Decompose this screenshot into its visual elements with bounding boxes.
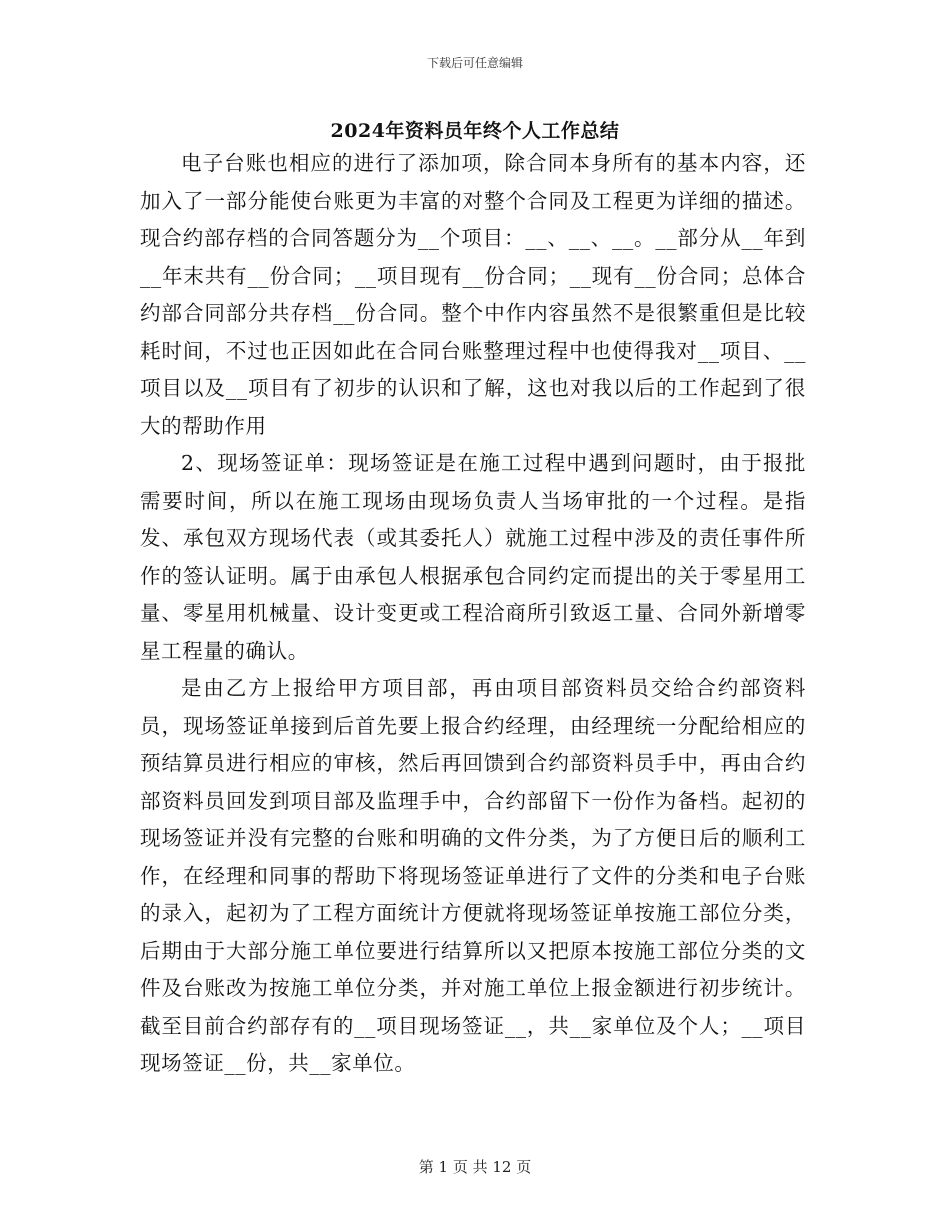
page-number: 第 1 页 共 12 页	[418, 1158, 532, 1176]
paragraph-site-visa-workflow: 是由乙方上报给甲方项目部，再由项目部资料员交给合约部资料员，现场签证单接到后首先要上报合约经理，由经理统一分配给相应的预结算员进行相应的审核，然后再回馈到合约部资料员手中，再由合约部资料员回发到项目部及监理手中，合约部留下一份作为备档。起初的现场签证并没有完整的台账和明确的文件分类，为了方便日后的顺利工作，在经理和同事的帮助下将现场签证单进行了文件的分类和电子台账的录入，起初为了工程方面统计方便就将现场签证单按施工部位分类，后期由于大部分施工单位要进行结算所以又把原本按施工部位分类的文件及台账改为按施工单位分类，并对施工单位上报金额进行初步统计。截至目前合约部存有的__项目现场签证__，共__家单位及个人；__项目现场签证__份，共__家单位。	[140, 676, 806, 1075]
page-header-note: 下载后可任意编辑	[426, 56, 523, 70]
paragraph-site-visa-definition: 2、现场签证单：现场签证是在施工过程中遇到问题时，由于报批需要时间，所以在施工现场由现场负责人当场审批的一个过程。是指发、承包双方现场代表（或其委托人）就施工过程中涉及的责任事件所作的签认证明。属于由承包人根据承包合同约定而提出的关于零星用工量、零星用机械量、设计变更或工程洽商所引致返工量、合同外新增零星工程量的确认。	[140, 451, 806, 663]
document-body	[140, 145, 806, 1083]
document-title: 2024年资料员年终个人工作总结	[330, 120, 620, 142]
paragraph-contract-ledger: 电子台账也相应的进行了添加项，除合同本身所有的基本内容，还加入了一部分能使台账更为丰富的对整个合同及工程更为详细的描述。现合约部存档的合同答题分为__个项目：__、__、__。__部分从__年到__年末共有__份合同；__项目现有__份合同；__现有__份合同；总体合约部合同部分共存档__份合同。整个中作内容虽然不是很繁重但是比较耗时间，不过也正因如此在合同台账整理过程中也使得我对__项目、__项目以及__项目有了初步的认识和了解，这也对我以后的工作起到了很大的帮助作用	[140, 151, 806, 438]
